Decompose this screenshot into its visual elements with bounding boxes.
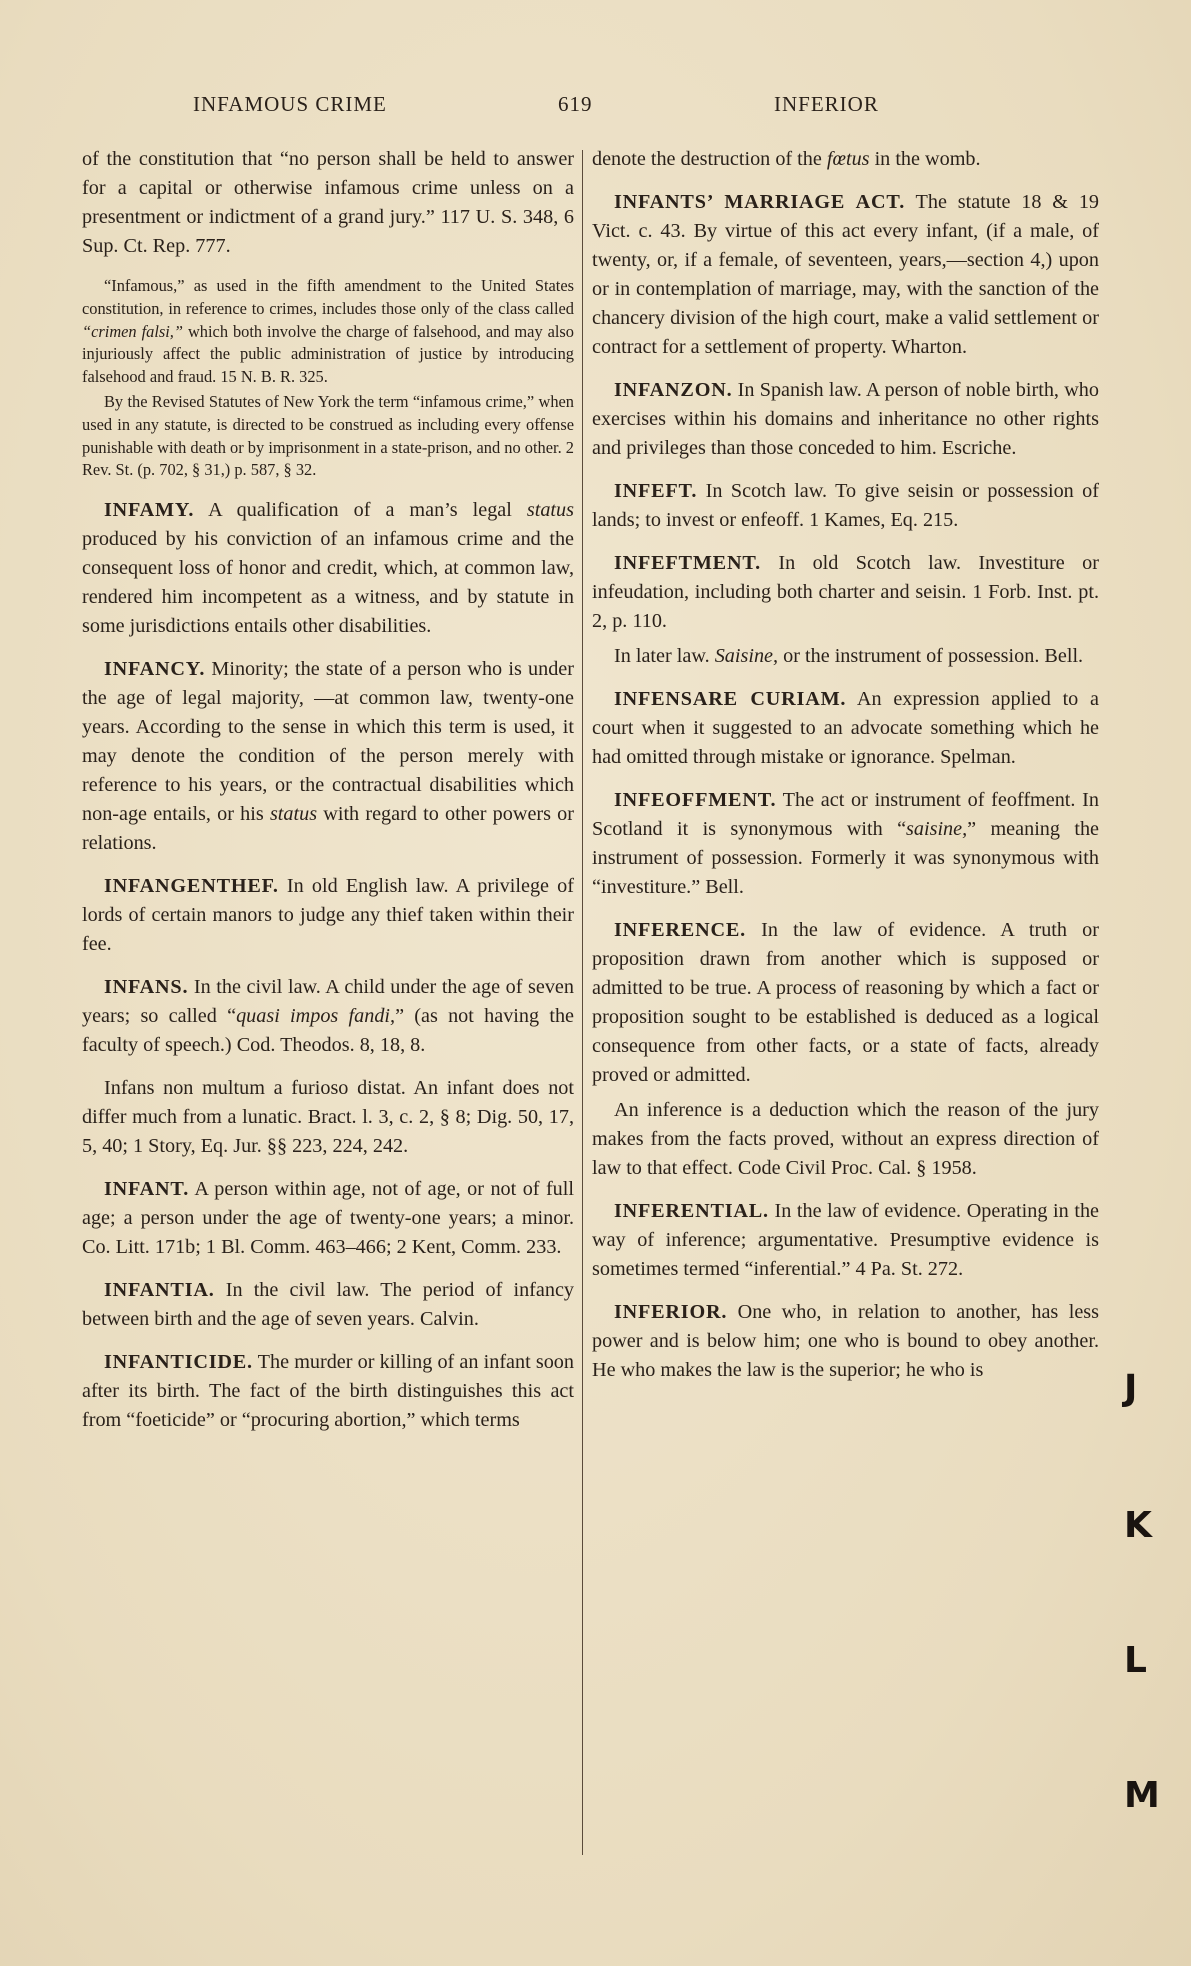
right-column: [592, 145, 1099, 1399]
entry-inferential: INFERENTIAL. In the law of evidence. Operating in the way of inference; argumentative. Presumptive evidence is sometimes termed “inferential.” 4 Pa. St. 272.: [592, 1200, 1099, 1280]
entry-infant: INFANT. A person within age, not of age, or not of full age; a person under the age of twenty-one years; a minor. Co. Litt. 171b; 1 Bl. Comm. 463–466; 2 Kent, Comm. 233.: [82, 1178, 574, 1259]
headword: INFERENCE.: [614, 919, 746, 941]
entry-infanzon: INFANZON. In Spanish law. A person of noble birth, who exercises within his domains and inheritance no other rights and privileges than those conceded to him. Escriche.: [592, 379, 1099, 459]
entry-infanticide: INFANTICIDE. The murder or killing of an infant soon after its birth. The fact of the birth distinguishes this act from “foeticide” or “procuring abortion,” which terms: [82, 1351, 574, 1432]
headword: INFEFT.: [614, 480, 698, 502]
headword: INFENSARE CURIAM.: [614, 688, 847, 710]
entry-infeoffment: INFEOFFMENT. The act or instrument of feoffment. In Scotland it is synonymous with “saisine,” meaning the instrument of possession. Formerly it was synonymous with “investiture.” Bell.: [592, 789, 1100, 898]
headword: INFANZON.: [614, 379, 733, 401]
entry-inferior: INFERIOR. One who, in relation to another, has less power and is below him; one who is bound to obey another. He who makes the law is the superior; he who is: [592, 1301, 1099, 1381]
entry-infeftment-later-law: In later law. Saisine, or the instrument of possession. Bell.: [614, 645, 1084, 667]
thumb-index-m[interactable]: M: [1124, 1775, 1160, 1816]
entry-infants-marriage-act: INFANTS’ MARRIAGE ACT. The statute 18 & 19 Vict. c. 43. By virtue of this act every infant, (if a male, of twenty, or, if a female, of seventeen, years,—section 4,) upon or in contemplation of marriage, may, with the sanction of the chancery division of the high court, make a valid settlement or contract for a settlement of property. Wharton.: [592, 191, 1100, 358]
entry-infans: INFANS. In the civil law. A child under the age of seven years; so called “quasi impos fandi,” (as not having the faculty of speech.) Cod. Theodos. 8, 18, 8.: [82, 976, 574, 1057]
entry-infamy: INFAMY. A qualification of a man’s legal status produced by his conviction of an infamous crime and the consequent loss of honor and credit, which, at common law, rendered him incompetent as a witness, and by statute in some jurisdictions entails other disabilities.: [82, 499, 574, 638]
headword: INFERIOR.: [614, 1301, 728, 1323]
entry-inference-definition: An inference is a deduction which the reason of the jury makes from the facts proved, without an express direction of law to that effect. Code Civil Proc. Cal. § 1958.: [592, 1099, 1099, 1179]
headword: INFEOFFMENT.: [614, 789, 777, 811]
column-divider: [582, 150, 583, 1855]
headword: INFAMY.: [104, 499, 195, 522]
entry-infeftment: INFEFTMENT. In old Scotch law. Investiture or infeudation, including both charter and seisin. 1 Forb. Inst. pt. 2, p. 110.: [592, 552, 1099, 632]
headword: INFANTS’ MARRIAGE ACT.: [614, 191, 906, 213]
thumb-index-k[interactable]: K: [1124, 1505, 1152, 1546]
entry-infeft: INFEFT. In Scotch law. To give seisin or possession of lands; to invest or enfeoff. 1 Kames, Eq. 215.: [592, 480, 1099, 531]
entry-infancy: INFANCY. Minority; the state of a person who is under the age of legal majority, —at common law, twenty-one years. According to the sense in which this term is used, it may denote the condition of the person merely with reference to his years, or the contractual disabilities which non-age entails, or his status with regard to other powers or relations.: [82, 658, 574, 855]
headword: INFERENTIAL.: [614, 1200, 769, 1222]
headword: INFEFTMENT.: [614, 552, 761, 574]
entry-infangenthef: INFANGENTHEF. In old English law. A privilege of lords of certain manors to judge any thief taken within their fee.: [82, 875, 574, 956]
header-right-guide-word: INFERIOR: [774, 92, 879, 116]
thumb-index-j[interactable]: J: [1124, 1368, 1138, 1409]
headword: INFANT.: [104, 1178, 190, 1201]
entry-inference: INFERENCE. In the law of evidence. A truth or proposition drawn from another which is supposed or admitted to be true. A process of reasoning by which a fact or proposition sought to be established is deduced as a logical consequence from other facts, or a state of facts, already proved or admitted.: [592, 919, 1099, 1086]
running-head: [0, 92, 1191, 122]
headword: INFANTICIDE.: [104, 1351, 253, 1374]
entry-infantia: INFANTIA. In the civil law. The period of infancy between birth and the age of seven years. Calvin.: [82, 1279, 574, 1331]
header-left-guide-word: INFAMOUS CRIME: [193, 92, 387, 116]
page-number: 619: [558, 92, 593, 116]
entry-maxim: Infans non multum a furioso distat. An infant does not differ much from a lunatic. Bract. l. 3, c. 2, § 8; Dig. 50, 17, 5, 40; 1 Story, Eq. Jur. §§ 223, 224, 242.: [82, 1077, 574, 1158]
footnote-infamous: “Infamous,” as used in the fifth amendment to the United States constitution, in reference to crimes, includes those only of the class called “crimen falsi,” which both involve the charge of falsehood, and may also injuriously affect the public administration of justice by introducing falsehood and fraud. 15 N. B. R. 325.: [82, 276, 574, 387]
continued-entry: of the constitution that “no person shall be held to answer for a capital or otherwise infamous crime unless on a presentment or indictment of a grand jury.” 117 U. S. 348, 6 Sup. Ct. Rep. 777.: [82, 148, 574, 257]
left-column: [82, 145, 574, 1449]
headword: INFANTIA.: [104, 1279, 215, 1302]
headword: INFANS.: [104, 976, 189, 999]
entry-infensare-curiam: INFENSARE CURIAM. An expression applied to a court when it suggested to an advocate something which he had omitted through mistake or ignorance. Spelman.: [592, 688, 1099, 768]
headword: INFANGENTHEF.: [104, 875, 279, 898]
continued-entry: denote the destruction of the fœtus in the womb.: [592, 148, 981, 170]
headword: INFANCY.: [104, 658, 206, 681]
thumb-index-l[interactable]: L: [1124, 1640, 1147, 1681]
footnote-new-york: By the Revised Statutes of New York the term “infamous crime,” when used in any statute, is directed to be construed as including every offense punishable with death or by imprisonment in a state-prison, and no other. 2 Rev. St. (p. 702, § 31,) p. 587, § 32.: [82, 391, 574, 480]
